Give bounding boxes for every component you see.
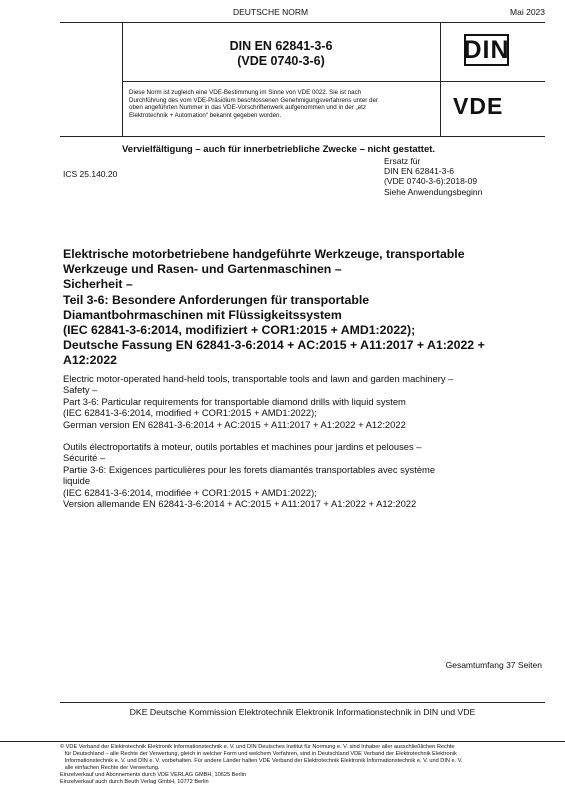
title-fr-line: Partie 3-6: Exigences particulières pour les forets diamantés transportables avec système bbox=[63, 463, 436, 475]
din-logo-text: DIN bbox=[463, 35, 510, 64]
reproduction-notice: Vervielfältigung – auch für innerbetriebliche Zwecke – nicht gestattet. bbox=[122, 144, 436, 155]
title-french bbox=[63, 441, 548, 509]
box-bottom-rule bbox=[60, 136, 545, 137]
replacement-line: Siehe Anwendungsbeginn bbox=[384, 186, 483, 197]
title-de-line: Elektrische motorbetriebene handgeführte Werkzeuge, transportable bbox=[63, 247, 465, 261]
vde-notice-line: Elektrotechnik + Automation“ bekannt gegeben worden. bbox=[129, 111, 282, 119]
total-pages: Gesamtumfang 37 Seiten bbox=[445, 660, 542, 670]
title-en-line: Part 3-6: Particular requirements for transportable diamond drills with liquid system bbox=[63, 395, 406, 407]
replacement-line: DIN EN 62841-3-6 bbox=[384, 166, 454, 177]
vde-logo: VDE bbox=[453, 93, 504, 119]
replacement-info bbox=[384, 156, 482, 197]
ics-code: ICS 25.140.20 bbox=[63, 169, 118, 179]
box-right-rule bbox=[440, 22, 441, 136]
box-middle-rule bbox=[122, 81, 545, 82]
dke-top-rule bbox=[60, 702, 545, 703]
footer-line: alle einfachen Rechte der Verwertung. bbox=[60, 764, 160, 771]
replacement-line: (VDE 0740-3-6):2018-09 bbox=[384, 176, 478, 187]
vde-notice-line: Durchführung des vom VDE-Präsidium beschlossenen Genehmigungsverfahrens unter der bbox=[129, 96, 379, 104]
copyright-footer bbox=[60, 744, 550, 785]
footer-rule bbox=[0, 741, 565, 742]
din-logo bbox=[464, 34, 509, 66]
footer-line: Einzelverkauf und Abonnements durch VDE VERLAG GMBH, 10625 Berlin bbox=[60, 771, 246, 778]
title-en-line: Safety – bbox=[63, 384, 98, 396]
replacement-line: Ersatz für bbox=[384, 156, 421, 166]
title-fr-line: Version allemande EN 62841-3-6:2014 + AC:2015 + A11:2017 + A1:2022 + A12:2022 bbox=[63, 498, 417, 510]
footer-line: für Deutschland – alle Rechte der Verwertung, gleich in welcher Form und welchem Verfahren, sind in Deutschland VDE Verband der Elektrotechnik Elektronik bbox=[60, 750, 457, 757]
footer-line: Einzelverkauf auch durch Beuth Verlag GmbH, 10772 Berlin bbox=[60, 778, 209, 785]
title-fr-line: Outils électroportatifs à moteur, outils portables et machines pour jardins et pelouses – bbox=[63, 441, 422, 452]
title-de-line: Sicherheit – bbox=[63, 277, 133, 292]
vde-notice bbox=[129, 89, 434, 119]
title-en-line: (IEC 62841-3-6:2014, modified + COR1:2015 + AMD1:2022); bbox=[63, 407, 317, 419]
title-de-line: (IEC 62841-3-6:2014, modifiziert + COR1:2015 + AMD1:2022); bbox=[63, 323, 416, 338]
vde-number: (VDE 0740-3-6) bbox=[237, 54, 325, 68]
header-date: Mai 2023 bbox=[510, 7, 545, 17]
title-german bbox=[63, 247, 543, 369]
title-en-line: Electric motor-operated hand-held tools, transportable tools and lawn and garden machinery – bbox=[63, 373, 454, 384]
footer-line: Informationstechnik e. V. und DIN e. V. vorbehalten. Für andere Länder halten VDE Verband der Elektrotechnik Elektronik Informationstechnik e. V. und DIN e. V. bbox=[60, 757, 463, 764]
title-de-line: Teil 3-6: Besondere Anforderungen für transportable bbox=[63, 292, 370, 307]
title-fr-line: liquide bbox=[63, 475, 91, 487]
norm-number: DIN EN 62841-3-6 bbox=[229, 39, 333, 53]
title-english bbox=[63, 373, 548, 430]
title-fr-line: Sécurité – bbox=[63, 452, 106, 464]
title-en-line: German version EN 62841-3-6:2014 + AC:2015 + A11:2017 + A1:2022 + A12:2022 bbox=[63, 418, 406, 430]
vde-notice-line: oben angeführten Nummer in das VDE-Vorschriftenwerk aufgenommen und in der „etz bbox=[129, 104, 366, 112]
title-de-line: Deutsche Fassung EN 62841-3-6:2014 + AC:2015 + A11:2017 + A1:2022 + bbox=[63, 338, 485, 353]
title-de-line: A12:2022 bbox=[63, 353, 118, 368]
footer-line: © VDE Verband der Elektrotechnik Elektronik Informationstechnik e. V. und DIN Deutsches Institut für Normung e. V. sind Inhaber aller ausschließlichen Rechte bbox=[60, 744, 455, 750]
header-standard-type: DEUTSCHE NORM bbox=[233, 7, 309, 17]
vde-notice-line: Diese Norm ist zugleich eine VDE-Bestimmung im Sinne von VDE 0022. Sie ist nach bbox=[129, 89, 362, 96]
title-de-line: Werkzeuge und Rasen- und Gartenmaschinen – bbox=[63, 262, 342, 277]
dke-commission: DKE Deutsche Kommission Elektrotechnik Elektronik Informationstechnik in DIN und VDE bbox=[129, 707, 476, 717]
title-fr-line: (IEC 62841-3-6:2014, modifiée + COR1:2015 + AMD1:2022); bbox=[63, 486, 317, 498]
title-de-line: Diamantbohrmaschinen mit Flüssigkeitssystem bbox=[63, 307, 342, 322]
header-rule bbox=[60, 22, 545, 23]
